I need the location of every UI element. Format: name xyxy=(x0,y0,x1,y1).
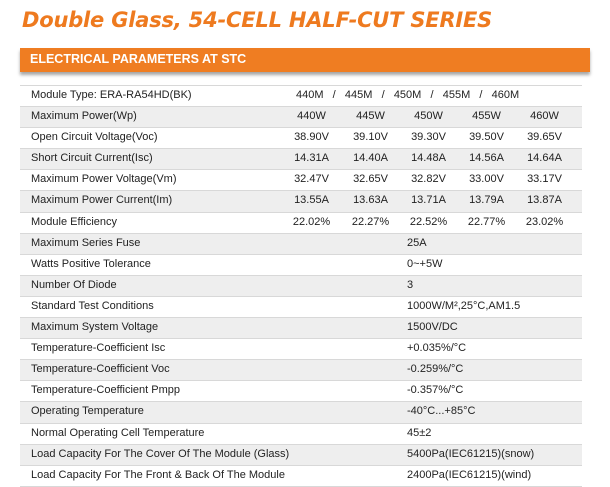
row-value: 22.27% xyxy=(351,215,390,228)
section-heading: ELECTRICAL PARAMETERS AT STC xyxy=(30,52,247,66)
row-value: 13.87A xyxy=(527,194,562,207)
row-value: 32.65V xyxy=(353,173,388,186)
section-banner xyxy=(20,48,590,72)
table-row xyxy=(20,402,582,423)
table-row xyxy=(20,255,582,276)
table-row xyxy=(20,170,582,191)
row-value: 13.71A xyxy=(411,194,446,207)
row-value: 455W xyxy=(472,110,501,123)
row-value: 32.82V xyxy=(411,173,446,186)
row-value: 39.65V xyxy=(527,131,562,144)
row-value: 1000W/M²,25°C,AM1.5 xyxy=(407,299,521,312)
row-value: 22.77% xyxy=(467,215,506,228)
row-value: 14.56A xyxy=(469,152,504,165)
row-label: Maximum Power(Wp) xyxy=(31,110,137,123)
row-label: Temperature-Coefficient Isc xyxy=(31,342,166,355)
row-value: 33.00V xyxy=(469,173,504,186)
table-row xyxy=(20,445,582,466)
table-row xyxy=(20,213,582,234)
row-label: Operating Temperature xyxy=(31,405,144,418)
row-value: 22.02% xyxy=(292,215,331,228)
row-label: Maximum Power Voltage(Vm) xyxy=(31,173,177,186)
row-label: Normal Operating Cell Temperature xyxy=(31,426,205,439)
row-value: 445W xyxy=(356,110,385,123)
row-label: Load Capacity For The Front & Back Of The Module xyxy=(31,468,285,481)
table-row xyxy=(20,424,582,445)
row-label: Temperature-Coefficient Pmpp xyxy=(31,384,180,397)
row-value: 13.63A xyxy=(353,194,388,207)
table-row xyxy=(20,318,582,339)
row-value: 13.55A xyxy=(294,194,329,207)
table-row xyxy=(20,360,582,381)
row-label: Short Circuit Current(Isc) xyxy=(31,152,153,165)
model-variants: 440M / 445M / 450M / 455M / 460M xyxy=(296,89,520,101)
row-label: Watts Positive Tolerance xyxy=(31,257,151,270)
table-row xyxy=(20,276,582,297)
row-value: 39.30V xyxy=(411,131,446,144)
page-title: Double Glass, 54-CELL HALF-CUT SERIES xyxy=(22,8,493,32)
table-row xyxy=(20,191,582,212)
row-label: Module Efficiency xyxy=(31,215,118,228)
row-label: Maximum Series Fuse xyxy=(31,236,141,249)
row-value: 2400Pa(IEC61215)(wind) xyxy=(407,468,532,481)
row-value: 1500V/DC xyxy=(407,321,458,334)
row-value: 14.31A xyxy=(294,152,329,165)
row-value: 22.52% xyxy=(409,215,448,228)
row-value: 45±2 xyxy=(407,426,432,439)
row-label: Standard Test Conditions xyxy=(31,299,154,312)
row-value: 25A xyxy=(407,236,427,249)
row-value: 14.64A xyxy=(527,152,562,165)
table-row xyxy=(20,149,582,170)
row-value: 460W xyxy=(530,110,559,123)
table-row xyxy=(20,297,582,318)
row-value: 0~+5W xyxy=(407,257,443,270)
row-value: 14.40A xyxy=(353,152,388,165)
row-value: -40°C...+85°C xyxy=(407,405,476,418)
row-value: 38.90V xyxy=(294,131,329,144)
row-label: Maximum System Voltage xyxy=(31,321,159,334)
row-value: 3 xyxy=(407,278,414,291)
parameters-table xyxy=(20,85,582,487)
row-label: Maximum Power Current(Im) xyxy=(31,194,173,207)
table-row xyxy=(20,128,582,149)
module-type-label: Module Type: ERA-RA54HD(BK) xyxy=(31,89,192,101)
table-row xyxy=(20,234,582,255)
table-row xyxy=(20,381,582,402)
row-value: 13.79A xyxy=(469,194,504,207)
table-header-row xyxy=(20,86,582,107)
row-value: 14.48A xyxy=(411,152,446,165)
row-label: Temperature-Coefficient Voc xyxy=(31,363,170,376)
table-row xyxy=(20,107,582,128)
row-value: -0.259%/°C xyxy=(407,363,464,376)
row-value: -0.357%/°C xyxy=(407,384,464,397)
row-label: Open Circuit Voltage(Voc) xyxy=(31,131,158,144)
row-value: 39.50V xyxy=(469,131,504,144)
row-value: 450W xyxy=(414,110,443,123)
row-value: +0.035%/°C xyxy=(407,342,467,355)
table-row xyxy=(20,339,582,360)
row-label: Load Capacity For The Cover Of The Module (Glass) xyxy=(31,447,290,460)
row-value: 440W xyxy=(297,110,326,123)
row-value: 32.47V xyxy=(294,173,329,186)
row-value: 39.10V xyxy=(353,131,388,144)
row-value: 33.17V xyxy=(527,173,562,186)
row-value: 23.02% xyxy=(525,215,564,228)
table-body xyxy=(20,107,582,487)
row-value: 5400Pa(IEC61215)(snow) xyxy=(407,447,535,460)
row-label: Number Of Diode xyxy=(31,278,117,291)
